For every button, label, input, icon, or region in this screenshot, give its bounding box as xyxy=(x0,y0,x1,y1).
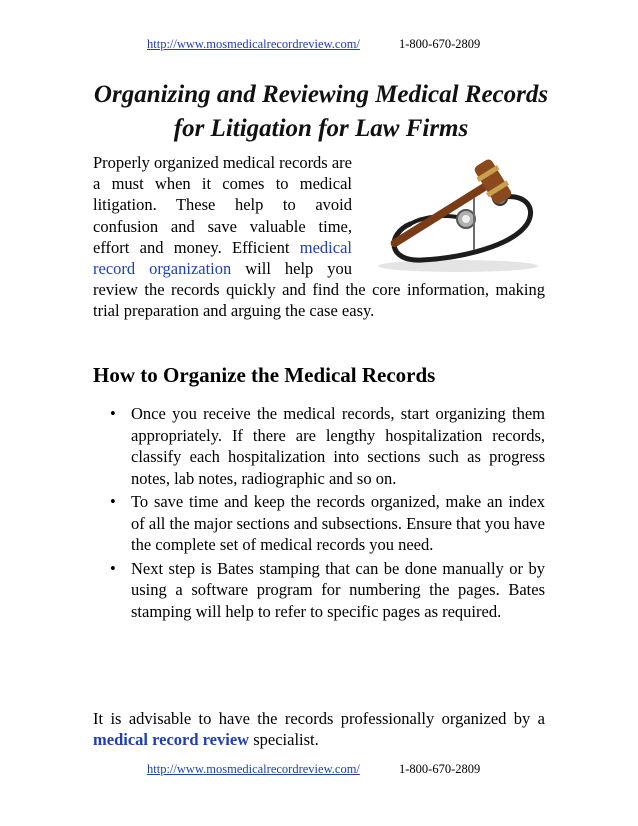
list-item-text: Next step is Bates stamping that can be done manually or by using a software program for numbering the pages. Bates stamping will help to refer to specific pages as required. xyxy=(131,558,545,621)
list-item xyxy=(110,491,545,556)
outro-text-start: It is advisable to have the records professionally organized by a xyxy=(93,709,545,728)
header-url-link[interactable]: http://www.mosmedicalrecordreview.com/ xyxy=(147,37,360,51)
bullet-icon: • xyxy=(110,558,116,578)
page-footer xyxy=(147,762,481,777)
medical-record-review-link[interactable]: medical record review xyxy=(93,730,250,750)
list-item xyxy=(110,403,545,489)
outro-text-end: specialist. xyxy=(249,730,319,750)
list-item-text: To save time and keep the records organized, make an index of all the major sections and subsections. Ensure that you have the complete set of medical records you need. xyxy=(131,492,545,554)
page-title: Organizing and Reviewing Medical Records for Litigation for Law Firms xyxy=(93,81,549,142)
medical-record-organization-link[interactable]: medical record organization xyxy=(93,237,352,279)
gavel-stethoscope-image xyxy=(362,154,545,274)
footer-phone: 1-800-670-2809 xyxy=(399,762,481,776)
list-item xyxy=(110,558,545,623)
bullet-icon: • xyxy=(110,404,116,423)
outro-paragraph xyxy=(93,708,545,750)
header-phone: 1-800-670-2809 xyxy=(399,37,481,51)
page-header xyxy=(147,37,481,52)
section-heading: How to Organize the Medical Records xyxy=(93,363,436,387)
steps-list xyxy=(93,403,545,624)
list-item-text: Once you receive the medical records, start organizing them appropriately. If there are lengthy hospitalization records, classify each hospitalization into sections such as progress notes, lab notes, radiographic and so on. xyxy=(131,404,545,488)
intro-text-start: Properly organized medical records are a must when it comes to medical litigation. These help to avoid confusion and save valuable time, effort and money. Efficient xyxy=(93,153,352,257)
bullet-icon: • xyxy=(110,492,116,511)
intro-text-end: will help you review the records quickly and find the core information, making trial preparation and arguing the case easy. xyxy=(93,259,545,321)
intro-paragraph xyxy=(93,152,545,322)
footer-url-link[interactable]: http://www.mosmedicalrecordreview.com/ xyxy=(147,762,360,776)
